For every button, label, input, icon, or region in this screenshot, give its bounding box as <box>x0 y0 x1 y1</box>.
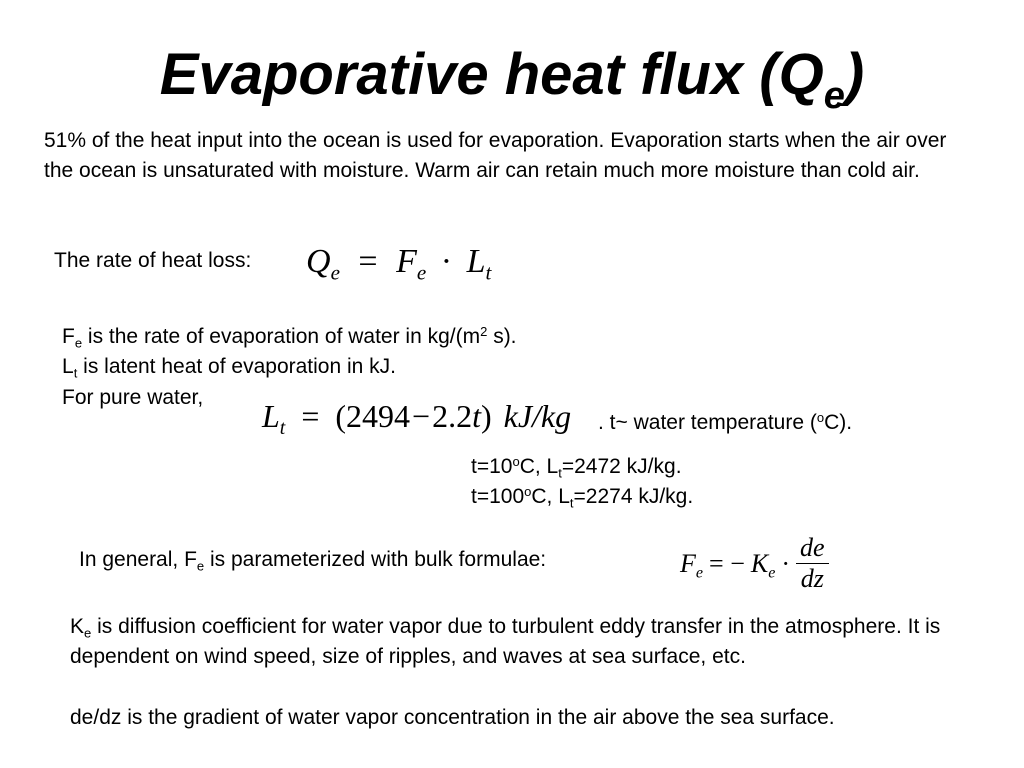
general-statement: In general, $F_e$ is parameterized with bulk formulae: <box>79 548 547 574</box>
de-dz-fraction: $\frac{de}{dz}$ <box>796 533 829 594</box>
latent-heat-equation: $L_t = (2494-2.2t)$ kJ/kg <box>262 398 572 439</box>
temperature-note: . t~ water temperature ($^o$C). <box>598 409 853 434</box>
rate-label: The rate of heat loss: <box>54 249 252 272</box>
heat-loss-equation: $Q_e = F_e \cdot L_t$ <box>306 243 492 285</box>
lt-definition: $L_t$ is latent heat of evaporation in kJ. <box>62 355 397 381</box>
intro-paragraph: 51% of the heat input into the ocean is used for evaporation. Evaporation starts when the air over the ocean is unsaturated with moisture. Warm air can retain much more moisture than cold air. <box>44 129 947 182</box>
pure-water-label: For pure water, <box>62 386 204 409</box>
slide-title: Evaporative heat flux $(Q_e)$ <box>159 42 865 117</box>
bulk-formula-equation: $F_e$ = − $K_e$ · $\frac{de}{dz}$ <box>680 533 829 594</box>
example-10c: $t=10^oC$, $L_t=2472$ kJ/kg. <box>471 453 682 481</box>
example-100c: $t=100^oC$, $L_t=2274$ kJ/kg. <box>471 483 694 511</box>
dedz-paragraph: de/dz is the gradient of water vapor concentration in the air above the sea surface. <box>70 706 835 729</box>
title-subscript: e <box>823 75 845 117</box>
ke-paragraph: $K_e$ is diffusion coefficient for water vapor due to turbulent eddy transfer in the atmosphere. It is dependent on wind speed, size of ripples, and waves at sea surface, etc. <box>70 615 941 668</box>
fe-definition: $F_e$ is the rate of evaporation of water in $kg/(m^2$ s). <box>62 323 517 351</box>
